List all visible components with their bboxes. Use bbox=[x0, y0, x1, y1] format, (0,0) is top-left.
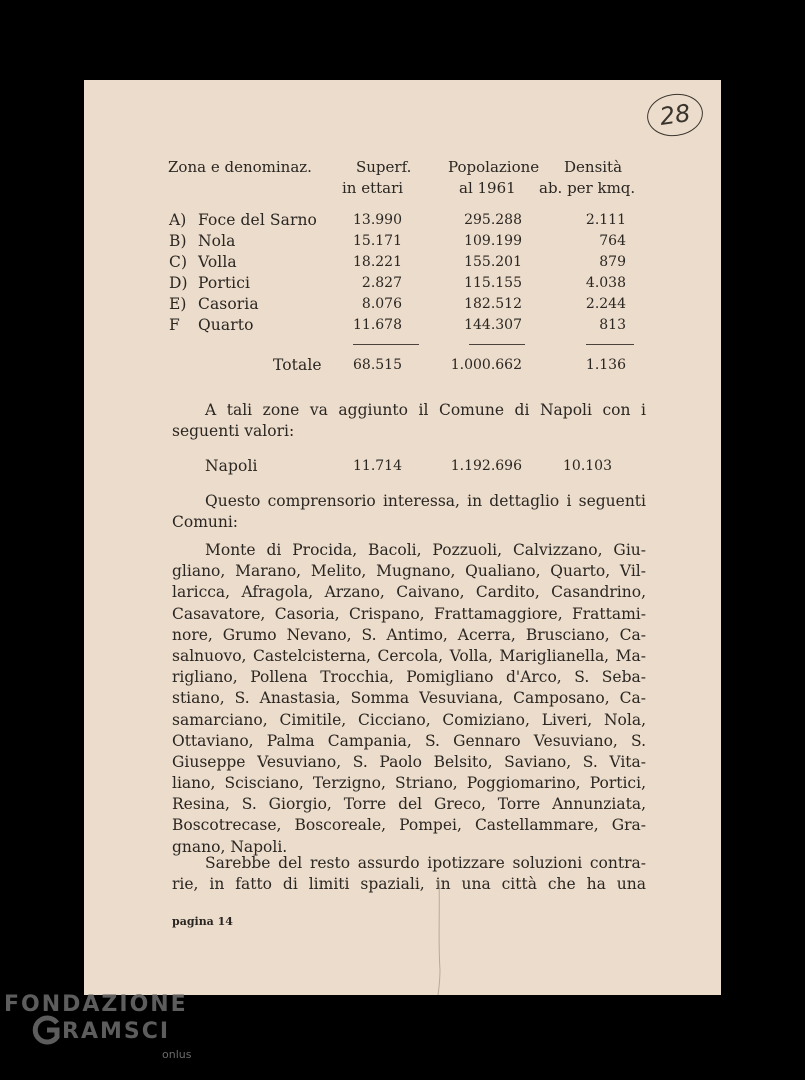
row-superf: 8.076 bbox=[361, 296, 402, 312]
total-dens: 1.136 bbox=[585, 357, 626, 373]
row-dens: 813 bbox=[599, 317, 626, 333]
total-superf: 68.515 bbox=[353, 357, 402, 373]
row-pop: 109.199 bbox=[464, 233, 522, 249]
row-dens: 4.038 bbox=[585, 275, 626, 291]
text-line: Casavatore, Casoria, Crispano, Frattamaggiore, Frattami- bbox=[172, 604, 646, 623]
header-superf: Superf. bbox=[356, 158, 412, 176]
total-rule-pop bbox=[469, 344, 525, 345]
header-densita: Densità bbox=[564, 158, 623, 176]
row-pop: 144.307 bbox=[464, 317, 522, 333]
text-line: seguenti valori: bbox=[172, 422, 295, 441]
text-line: A tali zone va aggiunto il Comune di Napoli con i bbox=[205, 401, 646, 419]
folio-stamp: 28 bbox=[644, 90, 705, 139]
text-line: salnuovo, Castelcisterna, Cercola, Volla, Mariglianella, Ma- bbox=[172, 646, 646, 665]
total-rule-superf bbox=[353, 344, 419, 345]
document-page bbox=[84, 80, 721, 995]
page-number: pagina 14 bbox=[172, 915, 233, 928]
total-pop: 1.000.662 bbox=[450, 357, 522, 373]
row-name: Foce del Sarno bbox=[198, 211, 317, 229]
row-name: Portici bbox=[198, 274, 251, 292]
header-zona: Zona e denominaz. bbox=[168, 158, 312, 176]
row-superf: 15.171 bbox=[353, 233, 402, 249]
row-letter: D) bbox=[169, 274, 188, 292]
fondazione-gramsci-logo bbox=[4, 992, 204, 1072]
header-superf-unit: in ettari bbox=[342, 179, 404, 197]
row-superf: 11.678 bbox=[353, 317, 402, 333]
text-line: Boscotrecase, Boscoreale, Pompei, Castellammare, Gra- bbox=[172, 816, 646, 835]
text-line: rie, in fatto di limiti spaziali, in una città che ha una bbox=[172, 875, 646, 894]
row-dens: 2.244 bbox=[585, 296, 626, 312]
text-line: nore, Grumo Nevano, S. Antimo, Acerra, Brusciano, Ca- bbox=[172, 625, 646, 644]
logo-line-3: onlus bbox=[162, 1048, 192, 1061]
text-line: rigliano, Pollena Trocchia, Pomigliano d'Arco, S. Seba- bbox=[172, 668, 646, 687]
napoli-pop: 1.192.696 bbox=[450, 458, 522, 474]
text-line: Monte di Procida, Bacoli, Pozzuoli, Calvizzano, Giu- bbox=[205, 541, 646, 559]
text-line: laricca, Afragola, Arzano, Caivano, Cardito, Casandrino, bbox=[172, 583, 646, 602]
logo-g-icon bbox=[30, 1014, 62, 1046]
row-pop: 155.201 bbox=[464, 254, 522, 270]
row-dens: 2.111 bbox=[585, 212, 626, 228]
paragraph-comprensorio bbox=[172, 491, 646, 533]
row-pop: 182.512 bbox=[464, 296, 522, 312]
row-superf: 13.990 bbox=[353, 212, 402, 228]
paragraph-aggiunto bbox=[172, 400, 646, 442]
text-line: gnano, Napoli. bbox=[172, 837, 288, 856]
logo-line-1: FONDAZIONE bbox=[4, 992, 188, 1017]
logo-line-2: RAMSCI bbox=[62, 1019, 171, 1044]
total-label: Totale bbox=[273, 356, 322, 374]
header-popolazione: Popolazione bbox=[448, 158, 540, 176]
text-line: Questo comprensorio interessa, in dettaglio i seguenti bbox=[205, 492, 646, 510]
text-line: liano, Scisciano, Terzigno, Striano, Poggiomarino, Portici, bbox=[172, 774, 646, 793]
row-name: Nola bbox=[198, 232, 236, 250]
row-pop: 295.288 bbox=[464, 212, 522, 228]
row-letter: E) bbox=[169, 295, 187, 313]
text-line: samarciano, Cimitile, Cicciano, Comiziano, Liveri, Nola, bbox=[172, 710, 646, 729]
text-line: Resina, S. Giorgio, Torre del Greco, Torre Annunziata, bbox=[172, 795, 646, 814]
row-superf: 2.827 bbox=[361, 275, 402, 291]
row-pop: 115.155 bbox=[464, 275, 522, 291]
total-rule-dens bbox=[586, 344, 634, 345]
text-line: stiano, S. Anastasia, Somma Vesuviana, Camposano, Ca- bbox=[172, 689, 646, 708]
text-line: Giuseppe Vesuviano, S. Paolo Belsito, Saviano, S. Vita- bbox=[172, 752, 646, 771]
row-name: Volla bbox=[198, 253, 237, 271]
napoli-name: Napoli bbox=[205, 457, 258, 475]
row-letter: C) bbox=[169, 253, 188, 271]
napoli-superf: 11.714 bbox=[353, 458, 402, 474]
row-letter: F bbox=[169, 316, 180, 334]
text-line: Sarebbe del resto assurdo ipotizzare soluzioni contra- bbox=[205, 854, 646, 872]
header-popolazione-year: al 1961 bbox=[459, 179, 516, 197]
text-line: gliano, Marano, Melito, Mugnano, Qualiano, Quarto, Vil- bbox=[172, 562, 646, 581]
row-superf: 18.221 bbox=[353, 254, 402, 270]
paragraph-sarebbe bbox=[172, 853, 646, 895]
row-dens: 879 bbox=[599, 254, 626, 270]
paragraph-comuni-list bbox=[172, 540, 646, 858]
paper-crease bbox=[435, 880, 443, 995]
row-name: Casoria bbox=[198, 295, 259, 313]
text-line: Comuni: bbox=[172, 513, 239, 532]
row-dens: 764 bbox=[599, 233, 626, 249]
text-line: Ottaviano, Palma Campania, S. Gennaro Vesuviano, S. bbox=[172, 731, 646, 750]
row-letter: A) bbox=[169, 211, 187, 229]
row-letter: B) bbox=[169, 232, 187, 250]
napoli-dens: 10.103 bbox=[563, 458, 612, 474]
row-name: Quarto bbox=[198, 316, 254, 334]
header-densita-unit: ab. per kmq. bbox=[539, 179, 636, 197]
